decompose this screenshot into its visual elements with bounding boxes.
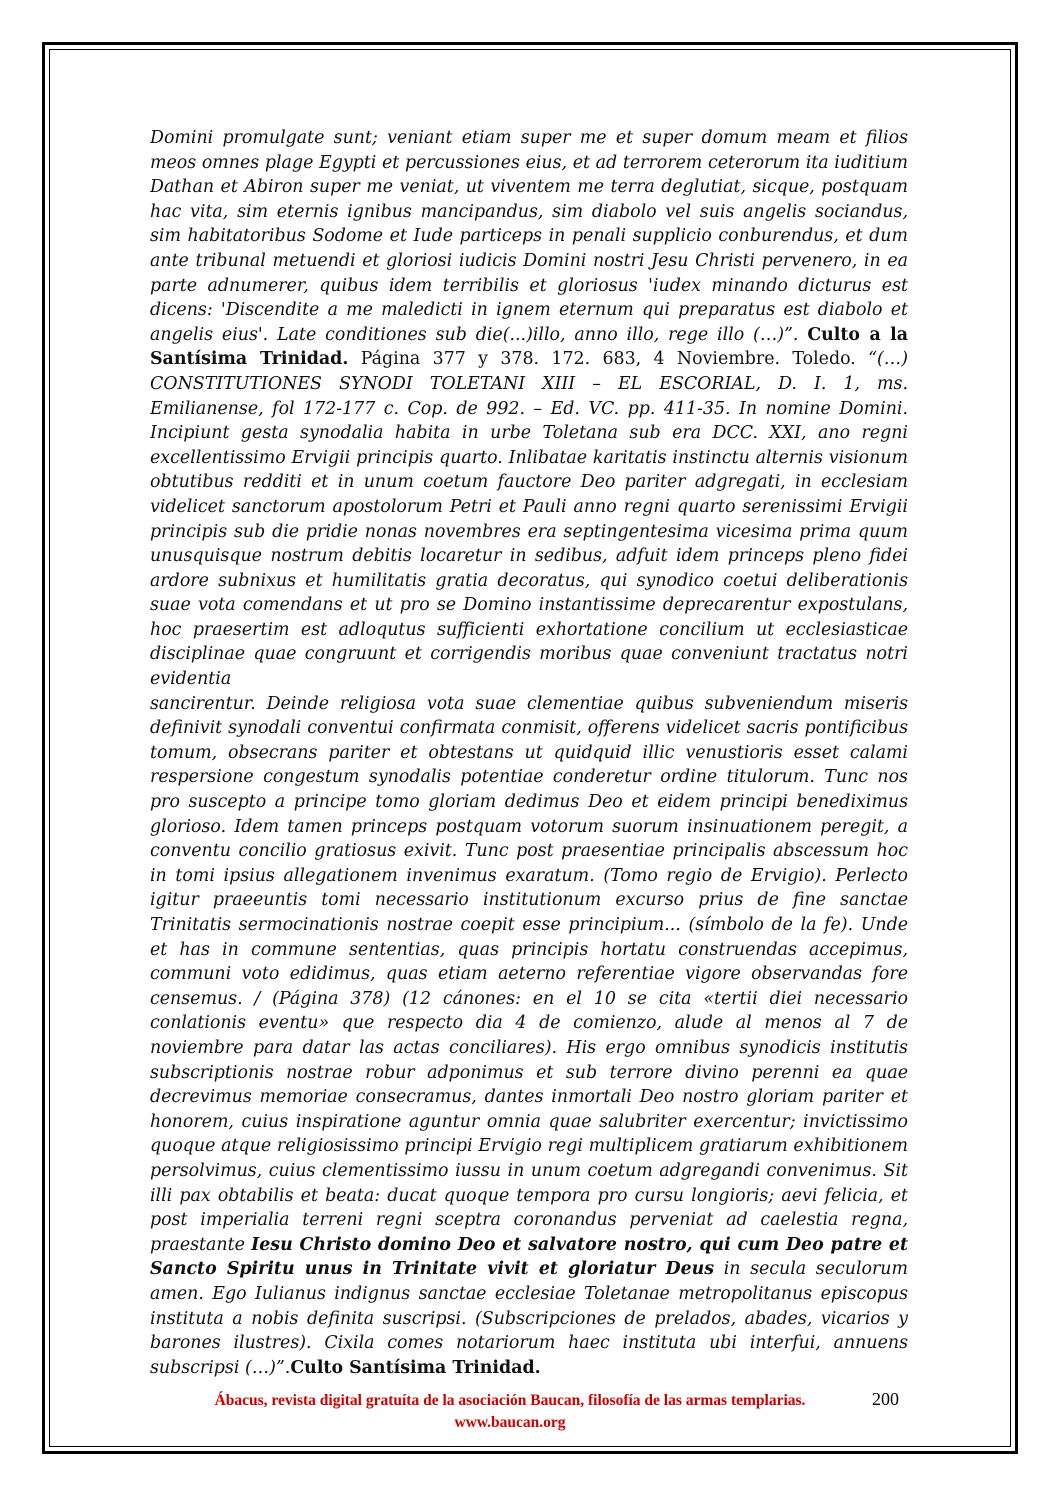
footer xyxy=(160,1390,860,1434)
footer-journal-line: Ábacus, revista digital gratuíta de la asociación Baucan, filosofía de las armas templarias. xyxy=(214,1392,806,1409)
paragraph-1: Domini promulgate sunt; veniant etiam super me et super domum meam et filios meos omnes plage Egypti et percussiones eius, et ad terrorem ceterorum ita iuditium Dathan et Abiron super me veniat, ut viventem me terra deglutiat, sicque, postquam hac vita, sim eternis ignibus mancipandus, sim diabolo vel suis angelis sociandus, sim habitatoribus Sodome et Iude particeps in penali supplicio conburendus, et dum ante tribunal metuendi et gloriosi iudicis Domini nostri Jesu Christi pervenero, in ea parte adnumerer, quibus idem terribilis et gloriosus 'iudex minando dicturus est dicens: 'Discendite a me maledicti in ignem eternum qui preparatus est diabolo et angelis eius'. Late conditiones sub die(...)illo, anno illo, rege illo (…)”. xyxy=(150,128,908,345)
page-reference: Página 377 y 378. 172. 683, 4 Noviembre. Toledo. xyxy=(348,349,869,370)
paragraph-3: sancirentur. Deinde religiosa vota suae clementiae quibus subveniendum miseris definivit synodali conventui confirmata conmisit, offerens videlicet sacris pontificibus tomum, obsecrans pariter et obtestans ut quidquid illic venustioris esset calami respersione congestum synodalis potentiae conderetur ordine titulorum. Tunc nos pro suscepto a principe tomo gloriam dedimus Deo et eidem principi benediximus glorioso. Idem tamen princeps postquam votorum suorum insinuationem peregit, a conventu concilio gratiosus exivit. Tunc post praesentiae principalis abscessum hoc in tomi ipsius allegationem invenimus exaratum. (Tomo regio de Ervigio). Perlecto igitur praeeuntis tomi necessario institutionum excurso prius de fine sanctae Trinitatis sermocinationis nostrae coepit esse principium... (símbolo de la fe). Unde et has in commune sententias, quas principis hortatu construendas accepimus, communi voto edidimus, quas etiam aeterno referentiae vigore observandas fore censemus. / (Página 378) (12 cánones: en el 10 se cita «tertii diei necessario conlationis eventu» que respecto dia 4 de comienzo, alude al menos al 7 de noviembre para datar las actas conciliares). His ergo omnibus synodicis institutis subscriptionis nostrae robur adponimus et sub terrore divino perenni ea quae decrevimus memoriae consecramus, dantes inmortali Deo nostro gloriam pariter et honorem, cuius inspiratione aguntur omnia quae salubriter exercentur; invictissimo quoque atque religiosissimo principi Ervigio regi multiplicem gratiarum exhibitionem persolvimus, cuius clementissimo iussu in unum coetum adgregandi convenimus. Sit illi pax obtabilis et beata: ducat quoque tempora pro cursu longioris; aevi felicia, et post imperialia terreni regni sceptra coronandus perveniat ad caelestia regna, praestante Iesu Christo domino Deo et salvatore nostro, qui cum Deo patre et Sancto Spiritu unus in Trinitate vivit et gloriatur Deus in secula seculorum amen. Ego Iulianus indignus sanctae ecclesiae Toletanae metropolitanus episcopus instituta a nobis definita suscripsi. (Subscripciones de prelados, abades, vicarios y barones ilustres). Cixila comes notariorum haec instituta ubi interfui, annuens subscripsi (…)”.Culto Santísima Trinidad. xyxy=(150,693,908,1378)
paragraph-4: in secula seculorum amen. Ego Iulianus indignus sanctae ecclesiae Toletanae metropolitanus episcopus instituta a nobis definita suscripsi. (Subscripciones de prelados, abades, vicarios y barones ilustres). Cixila comes notariorum haec instituta ubi interfui, annuens subscripsi (…)”. xyxy=(150,1259,908,1378)
closing-culto-trinidad: Culto Santísima Trinidad. xyxy=(290,1357,541,1378)
heading-culto-trinidad: Culto a la Santísima Trinidad. xyxy=(150,324,908,370)
paragraph-2: “(…) CONSTITUTIONES SYNODI TOLETANI XIII – EL ESCORIAL, D. I. 1, ms. Emilianense, fol 172-177 c. Cop. de 992. – Ed. VC. pp. 411-35. In nomine Domini. Incipiunt gesta synodalia habita in urbe Toletana sub era DCC. XXI, ano regni excellentissimo Ervigii principis quarto. Inlibatae karitatis instinctu alternis visionum obtutibus redditi et in unum coetum fauctore Deo pariter adgregati, in ecclesiam videlicet sanctorum apostolorum Petri et Pauli anno regni quarto serenissimi Ervigii principis sub die pridie nonas novembres era septingentesima vicesima prima quum unusquisque nostrum debitis locaretur in sedibus, adfuit idem princeps pleno fidei ardore subnixus et humilitatis gratia decoratus, qui synodico coetui deliberationis suae vota comendans et ut pro se Domino instantissime deprecarentur expostulans, hoc praesertim est adloqutus sufficienti exhortatione concilium ut ecclesiasticae disciplinae quae congruunt et corrigendis moribus quae conveniunt tractatus notri evidentia xyxy=(150,349,908,690)
footer-website-link[interactable]: www.baucan.org xyxy=(454,1414,566,1431)
bold-invocation: Iesu Christo domino Deo et salvatore nostro, qui cum Deo patre et Sancto Spiritu unus in Trinitate vivit et gloriatur Deus xyxy=(150,1234,908,1280)
document-body xyxy=(150,126,908,1388)
page-number: 200 xyxy=(872,1389,899,1409)
